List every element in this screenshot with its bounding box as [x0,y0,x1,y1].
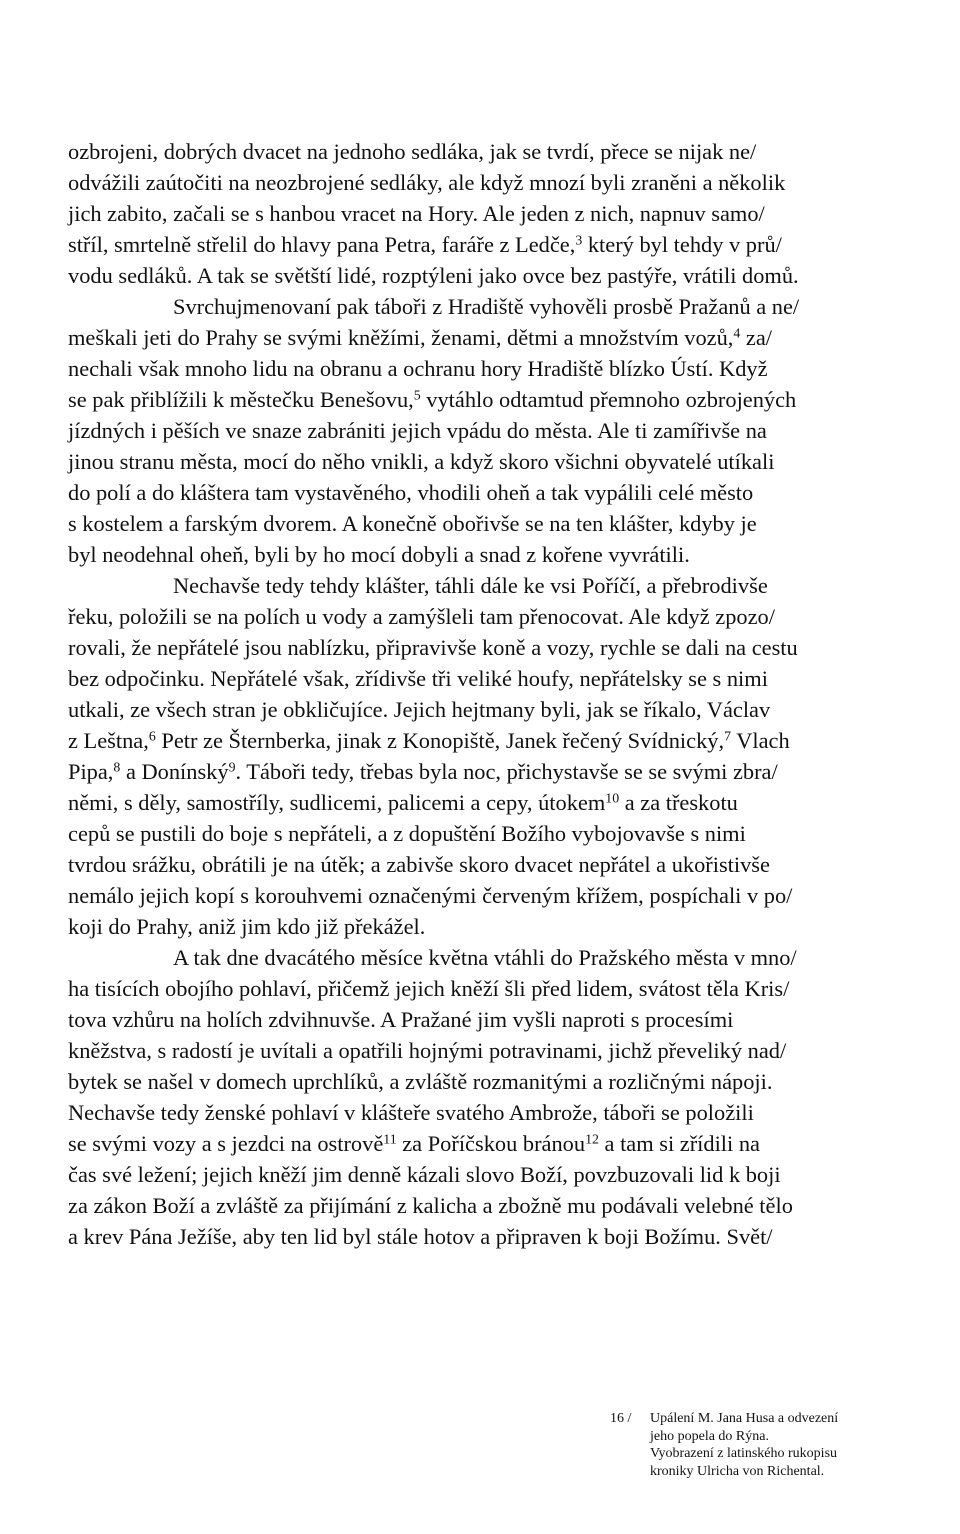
text-segment: Petr ze Šternberka, jinak z Konopiště, Janek řečený Svídnický, [155,728,725,753]
text-segment: Vlach [731,728,790,753]
text-segment: a tam si zřídili na [598,1131,760,1156]
footnote-ref: 7 [724,729,732,745]
text-line: tvrdou srážku, obrátili je na útěk; a zabivše skoro dvacet nepřátel a ukořistivše [68,852,770,877]
paragraph [68,942,908,1252]
caption-text [650,1410,930,1480]
text-segment: a za třeskotu [619,790,738,815]
paragraph [68,570,908,942]
text-line: tova vzhůru na holích zdvihnuvše. A Pražané jim vyšli naproti s procesími [68,1007,734,1032]
footnote-ref: 3 [575,233,583,249]
text-line: řeku, položili se na polích u vody a zamýšleli tam přenocovat. Ale když zpozo/ [68,604,775,629]
caption-line: Upálení M. Jana Husa a odvezení [650,1411,839,1426]
text-line [68,229,908,260]
text-segment: se pak přiblížili k městečku Benešovu, [68,387,414,412]
text-line: Nechavše tedy tehdy klášter, táhli dále ke vsi Poříčí, a přebrodivše [173,573,768,598]
text-line: ha tisících obojího pohlaví, přičemž jejich kněží šli před lidem, svátost těla Kris/ [68,976,790,1001]
text-line: cepů se pustili do boje s nepřáteli, a z dopuštění Božího vybojovavše s nimi [68,821,746,846]
text-line: a krev Pána Ježíše, aby ten lid byl stále hotov a připraven k boji Božímu. Svět/ [68,1224,773,1249]
text-line: čas své ležení; jejich kněží jim denně kázali slovo Boží, povzbuzovali lid k boji [68,1162,781,1187]
text-line: bytek se našel v domech uprchlíků, a zvláště rozmanitými a rozličnými nápoji. [68,1069,773,1094]
text-line: byl neodehnal oheň, byli by ho mocí dobyli a snad z kořene vyvrátili. [68,542,690,567]
text-segment: meškali jeti do Prahy se svými kněžími, ženami, dětmi a množstvím vozů, [68,325,734,350]
text-line: Svrchujmenovaní pak táboři z Hradiště vyhověli prosbě Pražanů a ne/ [173,294,800,319]
text-segment: který byl tehdy v prů/ [582,232,782,257]
text-line: jich zabito, začali se s hanbou vracet na Hory. Ale jeden z nich, napnuv samo/ [68,201,765,226]
footnote-ref: 5 [413,388,421,404]
caption-line: jeho popela do Rýna. [650,1428,769,1444]
text-segment: vytáhlo odtamtud přemnoho ozbrojených [420,387,797,412]
text-line: nemálo jejich kopí s korouhvemi označenými červeným křížem, pospíchali v po/ [68,883,793,908]
text-line: utkali, ze všech stran je obkličujíce. Jejich hejtmany byli, jak se říkalo, Václav [68,697,771,722]
text-line: vodu sedláků. A tak se světští lidé, rozptýleni jako ovce bez pastýře, vrátili domů. [68,263,799,288]
figure-caption [610,1410,930,1480]
text-segment: se svými vozy a s jezdci na ostrově [68,1131,384,1156]
text-line: jinou stranu města, mocí do něho vnikli, a když skoro všichni obyvatelé utíkali [68,449,775,474]
text-line: nechali však mnoho lidu na obranu a ochranu hory Hradiště blízko Ústí. Když [68,356,768,381]
text-line: odvážili zaútočiti na neozbrojené sedláky, ale když mnozí byli zraněni a několik [68,170,786,195]
text-line: bez odpočinku. Nepřátelé však, zřídivše tři veliké houfy, nepřátelsky se s nimi [68,666,768,691]
text-line: jízdných i pěších ve snaze zabrániti jejich vpádu do města. Ale ti zamířivše na [68,418,767,443]
caption-line: Vyobrazení z latinského rukopisu [650,1446,838,1461]
text-line [68,787,908,818]
footnote-ref: 10 [605,791,620,807]
text-line [68,1128,908,1159]
main-text [68,136,908,1252]
footnote-ref: 12 [585,1132,599,1148]
text-line [68,322,908,353]
text-line: do polí a do kláštera tam vystavěného, vhodili oheň a tak vypálili celé město [68,480,754,505]
footnote-ref: 4 [733,326,741,342]
text-line [68,725,908,756]
text-line: kněžstva, s radostí je uvítali a opatřili hojnými potravinami, jichž převeliký nad/ [68,1038,787,1063]
text-line [68,756,908,787]
text-segment: Pipa, [68,759,114,784]
figure-number: 16 / [610,1411,632,1426]
text-line: koji do Prahy, aniž jim kdo již překážel. [68,914,426,939]
text-segment: . Táboři tedy, třebas byla noc, přichystavše se se svými zbra/ [235,759,778,784]
text-segment: stříl, smrtelně střelil do hlavy pana Petra, faráře z Ledče, [68,232,576,257]
text-segment: za Poříčskou bránou [396,1131,586,1156]
footnote-ref: 9 [228,760,236,776]
text-segment: za/ [740,325,773,350]
footnote-ref: 8 [113,760,121,776]
footnote-ref: 6 [148,729,156,745]
text-line: rovali, že nepřátelé jsou nablízku, připravivše koně a vozy, rychle se dali na cestu [68,635,798,660]
caption-line: kroniky Ulricha von Richental. [650,1463,825,1479]
text-line: A tak dne dvacátého měsíce května vtáhli do Pražského města v mno/ [173,945,797,970]
text-line: za zákon Boží a zvláště za přijímání z kalicha a zbožně mu podávali velebné tělo [68,1193,793,1218]
text-segment: z Leštna, [68,728,149,753]
text-segment: a Donínský [120,759,229,784]
text-line: Nechavše tedy ženské pohlaví v klášteře svatého Ambrože, táboři se položili [68,1100,754,1125]
text-segment: němi, s děly, samostříly, sudlicemi, palicemi a cepy, útokem [68,790,606,815]
paragraph [68,136,908,291]
text-line [68,384,908,415]
text-line: ozbrojeni, dobrých dvacet na jednoho sedláka, jak se tvrdí, přece se nijak ne/ [68,139,757,164]
footnote-ref: 11 [383,1132,397,1148]
text-line: s kostelem a farským dvorem. A konečně obořivše se na ten klášter, kdyby je [68,511,757,536]
paragraph [68,291,908,570]
